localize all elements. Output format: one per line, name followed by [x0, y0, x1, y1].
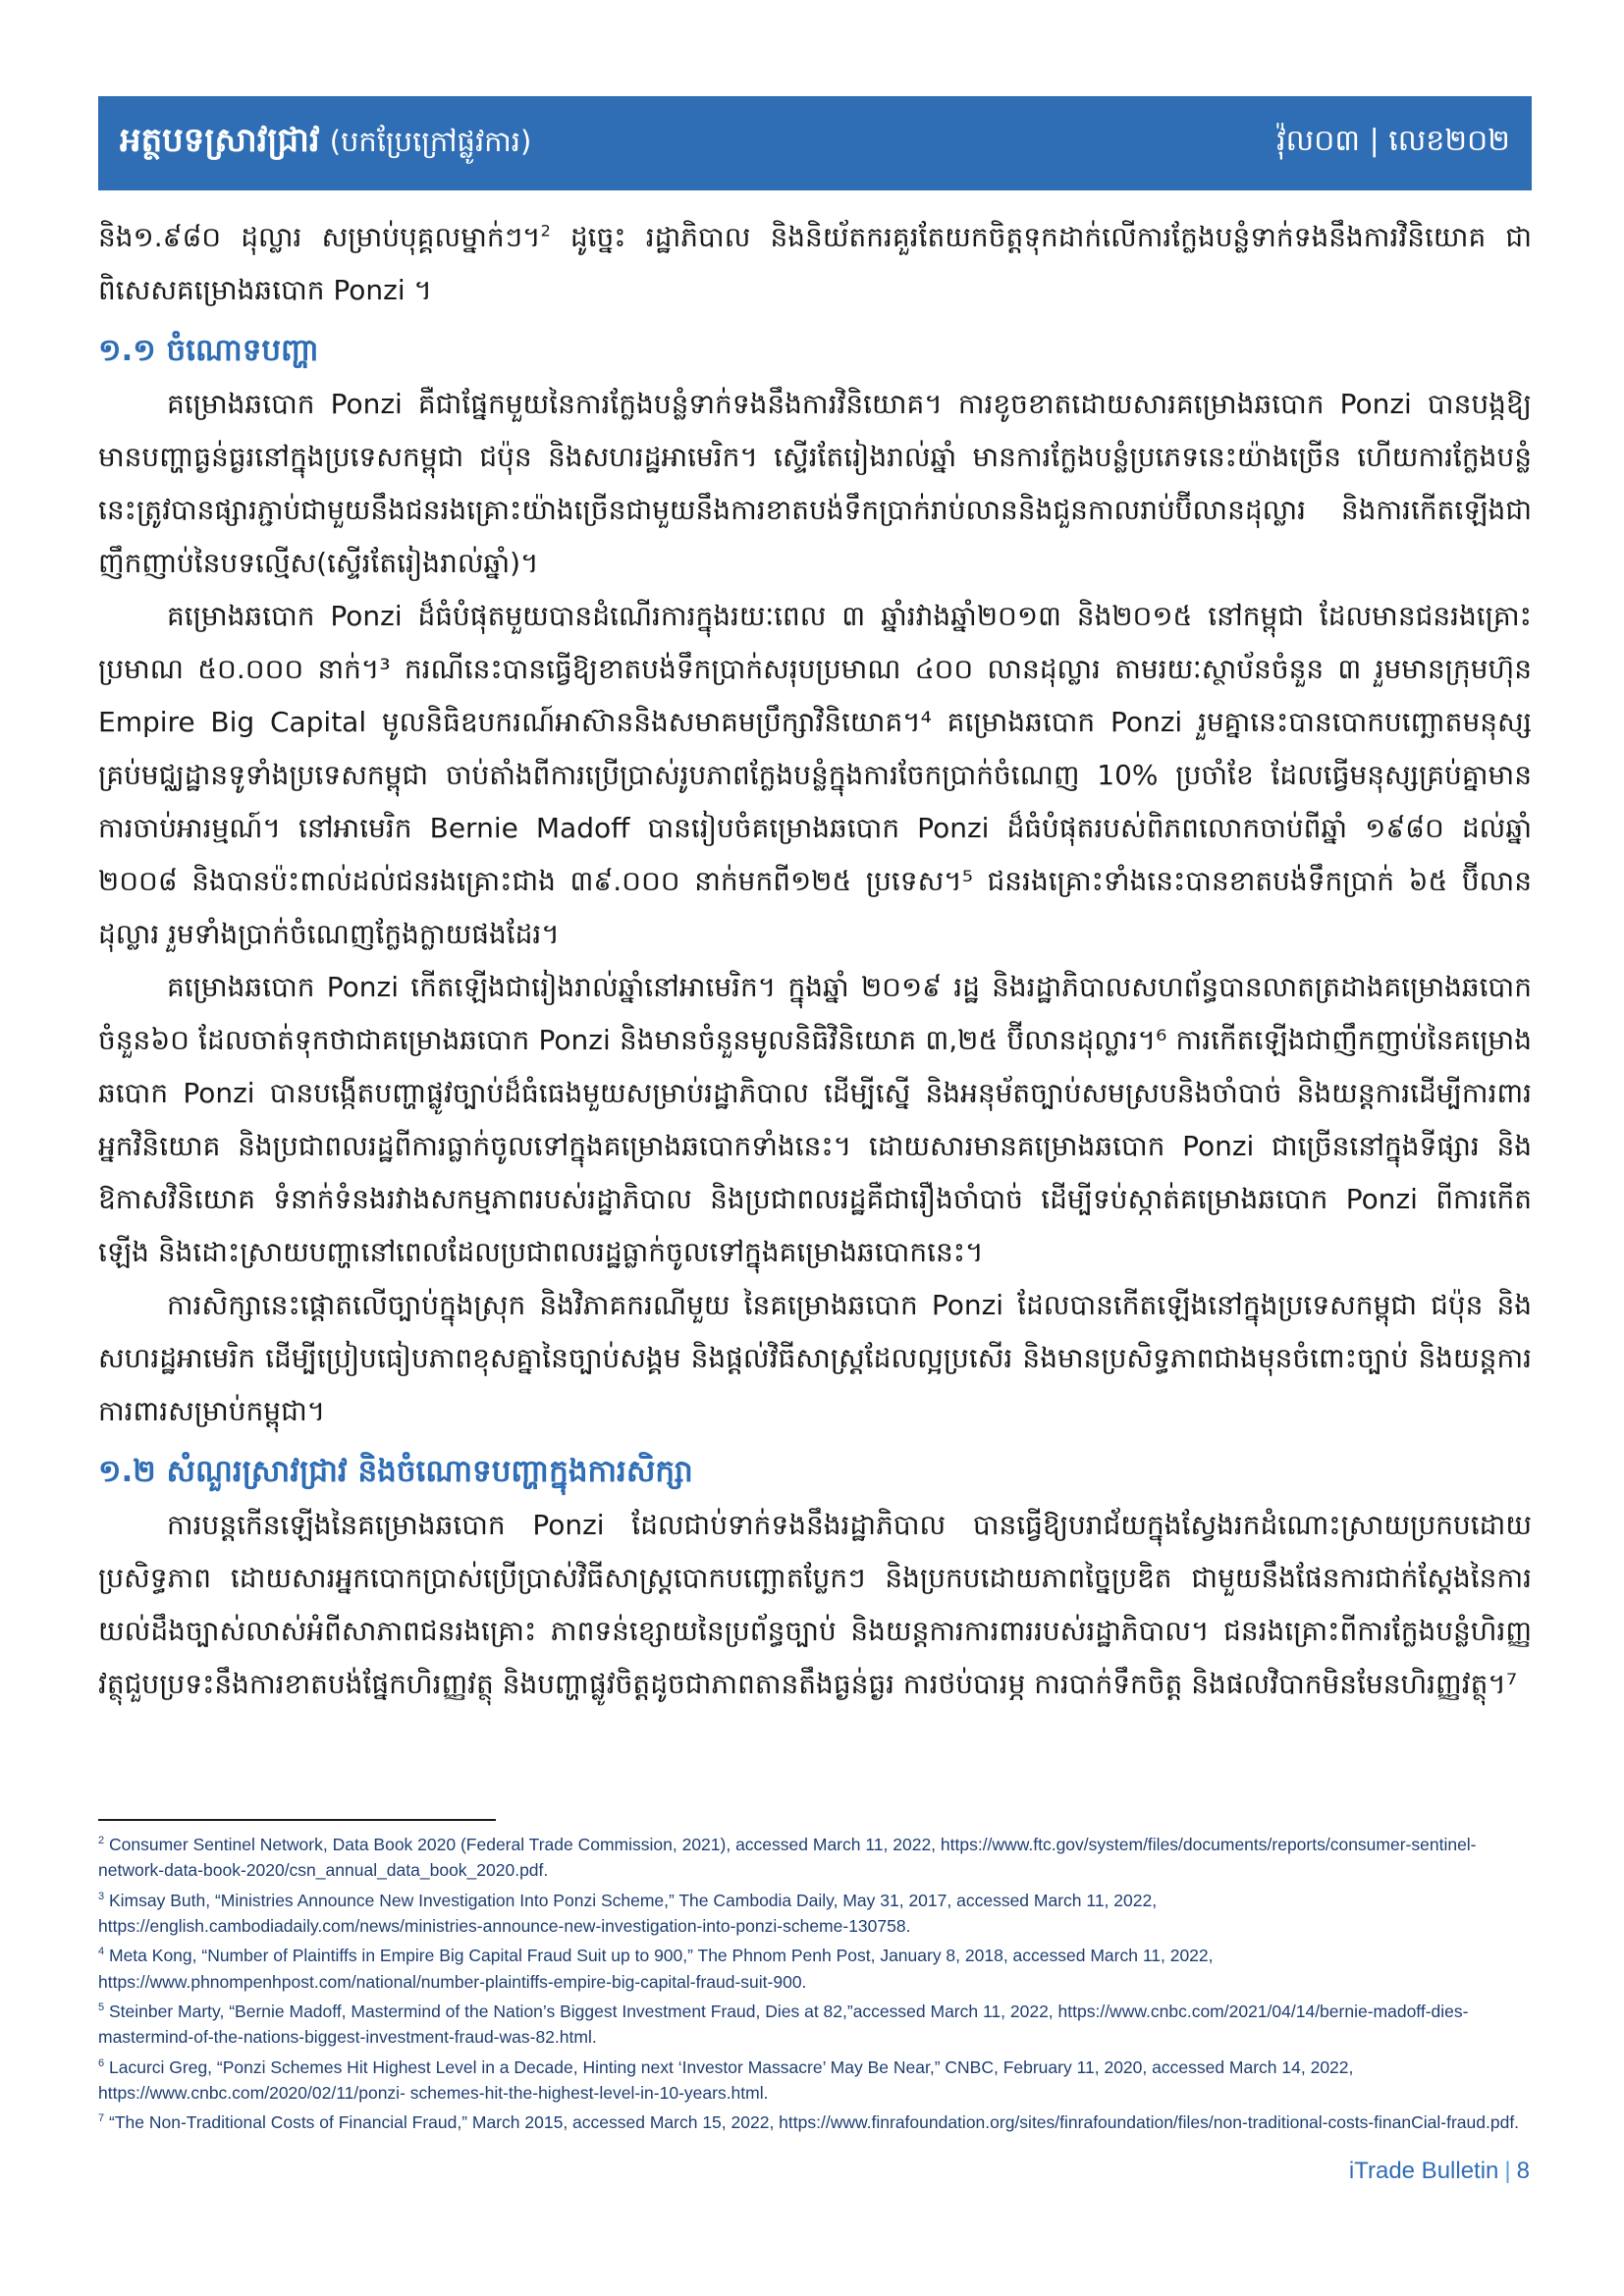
footnote-text[interactable]: “The Non-Traditional Costs of Financial Fraud,” March 2015, accessed March 15, 2022, https://www.finrafoundation.org/sites/finrafoundation/files/non-traditional-costs-finanCial-fraud.pdf. — [109, 2112, 1520, 2133]
paragraph: គម្រោងឆបោក Ponzi កើតឡើងជារៀងរាល់ឆ្នាំនៅអាមេរិក។ ក្នុងឆ្នាំ ២០១៩ រដ្ឋ និងរដ្ឋាភិបាលសហព័ន្ធបានលាតត្រដាងគម្រោងឆបោកចំនួន៦០ ដែលចាត់ទុកថាជាគម្រោងឆបោក Ponzi និងមានចំនួនមូលនិធិវិនិយោគ ៣,២៥ ប៊ីលានដុល្លារ។⁶ ការកើតឡើងជាញឹកញាប់នៃគម្រោងឆបោក Ponzi បានបង្កើតបញ្ហាផ្លូវច្បាប់ដ៏ធំធេងមួយសម្រាប់រដ្ឋាភិបាល ដើម្បីស្នើ និងអនុម័តច្បាប់សមស្របនិងចាំបាច់ និងយន្តការដើម្បីការពារអ្នកវិនិយោគ និងប្រជាពលរដ្ឋពីការធ្លាក់ចូលទៅក្នុងគម្រោងឆបោកទាំងនេះ។ ដោយសារមានគម្រោងឆបោក Ponzi ជាច្រើននៅក្នុងទីផ្សារ និងឱកាសវិនិយោគ ទំនាក់ទំនងរវាងសកម្មភាពរបស់រដ្ឋាភិបាល និងប្រជាពលរដ្ឋគឺជារឿងចាំបាច់ ដើម្បីទប់ស្កាត់គម្រោងឆបោក Ponzi ពីការកើតឡើង និងដោះស្រាយបញ្ហានៅពេលដែលប្រជាពលរដ្ឋធ្លាក់ចូលទៅក្នុងគម្រោងឆបោកនេះ។ — [98, 971, 1532, 1268]
footnote-number: 2 — [98, 1835, 105, 1846]
paragraph: គម្រោងឆបោក Ponzi ដ៏ធំបំផុតមួយបានដំណើរការក្នុងរយៈពេល ៣ ឆ្នាំរវាងឆ្នាំ២០១៣ និង២០១៥ នៅកម្ពុជា ដែលមានជនរងគ្រោះប្រមាណ ៥០.០០០ នាក់។³ ករណីនេះបានធ្វើឱ្យខាតបង់ទឹកប្រាក់សរុបប្រមាណ ៤០០ លានដុល្លារ តាមរយៈស្ថាប័នចំនួន ៣ រួមមានក្រុមហ៊ុន Empire Big Capital មូលនិធិឧបករណ៍អាស៊ាននិងសមាគមប្រឹក្សាវិនិយោគ។⁴ គម្រោងឆបោក Ponzi រួមគ្នានេះបានបោកបញ្ឆោតមនុស្សគ្រប់មជ្ឈដ្ឋានទូទាំងប្រទេសកម្ពុជា ចាប់តាំងពីការប្រើប្រាស់រូបភាពក្លែងបន្លំក្នុងការចែកប្រាក់ចំណេញ 10% ប្រចាំខែ ដែលធ្វើមនុស្សគ្រប់គ្នាមានការចាប់អារម្មណ៍។ នៅអាមេរិក Bernie Madoff បានរៀបចំគម្រោងឆបោក Ponzi ដ៏ធំបំផុតរបស់ពិភពលោកចាប់ពីឆ្នាំ ១៩៨០ ដល់ឆ្នាំ ២០០៨ និងបានប៉ះពាល់ដល់ជនរងគ្រោះជាង ៣៩.០០០ នាក់មកពី១២៥ ប្រទេស។⁵ ជនរងគ្រោះទាំងនេះបានខាតបង់ទឹកប្រាក់ ៦៥ ប៊ីលានដុល្លារ រួមទាំងប្រាក់ចំណេញក្លែងក្លាយផងដែរ។ — [98, 600, 1532, 950]
footnote — [98, 1884, 1532, 1940]
intro-text-2: ដូច្នេះ រដ្ឋាភិបាល និងនិយ័តករគួរតែយកចិត្តទុកដាក់លើការក្លែងបន្លំទាក់ទងនឹងការវិនិយោគ ជាពិសេសគម្រោងឆបោក Ponzi ។ — [98, 221, 1532, 306]
footnote-text[interactable]: Lacurci Greg, “Ponzi Schemes Hit Highest Level in a Decade, Hinting next ‘Investor Massacre’ May Be Near,” CNBC, February 11, 2020, accessed March 14, 2022, https://www.cnbc.com/2020/02/11/ponzi- schemes-hit-the-highest-level-in-10-years.html. — [98, 2056, 1354, 2103]
footnote-text[interactable]: Consumer Sentinel Network, Data Book 2020 (Federal Trade Commission, 2021), accessed March 11, 2022, https://www.ftc.gov/system/files/documents/reports/consumer-sentinel-network-data-book-2020/csn_annual_data_book_2020.pdf. — [98, 1834, 1477, 1881]
publication-name: iTrade Bulletin — [1348, 2158, 1499, 2184]
header-subtitle: (បកប្រែក្រៅផ្លូវការ) — [329, 125, 532, 158]
article-body — [98, 211, 1532, 1711]
paragraph: ការបន្តកើនឡើងនៃគម្រោងឆបោក Ponzi ដែលជាប់ទាក់ទងនឹងរដ្ឋាភិបាល បានធ្វើឱ្យបរាជ័យក្នុងស្វែងរកដំណោះស្រាយប្រកបដោយប្រសិទ្ធភាព ដោយសារអ្នកបោកប្រាស់ប្រើប្រាស់វិធីសាស្ត្របោកបញ្ឆោតប្លែកៗ និងប្រកបដោយភាពច្នៃប្រឌិត ជាមួយនឹងផែនការជាក់ស្តែងនៃការយល់ដឹងច្បាស់លាស់អំពីសាភាពជនរងគ្រោះ ភាពទន់ខ្សោយនៃប្រព័ន្ធច្បាប់ និងយន្តការការពាររបស់រដ្ឋាភិបាល។ ជនរងគ្រោះពីការក្លែងបន្លំហិរញ្ញវត្ថុជួបប្រទះនឹងការខាតបង់ផ្នែកហិរញ្ញវត្ថុ និងបញ្ហាផ្លូវចិត្តដូចជាភាពតានតឹងធ្ងន់ធ្ងរ ការថប់បារម្ភ ការបាក់ទឹកចិត្ត និងផលវិបាកមិនមែនហិរញ្ញវត្ថុ។⁷ — [98, 1509, 1532, 1700]
footnotes — [98, 1828, 1532, 2135]
footnote — [98, 1995, 1532, 2051]
footnote-number: 6 — [98, 2056, 105, 2069]
page-header — [98, 96, 1532, 190]
footnote-ref-2[interactable]: 2 — [540, 221, 551, 240]
intro-text: និង១.៩៨០ ដុល្លារ សម្រាប់បុគ្គលម្នាក់ៗ។ — [98, 221, 541, 253]
intro-paragraph — [98, 211, 1532, 317]
footnote — [98, 1939, 1532, 1995]
header-left — [120, 119, 531, 168]
section-heading-problem: ១.១ ចំណោទបញ្ហា — [98, 333, 319, 368]
footer-separator: | — [1504, 2158, 1511, 2184]
page-footer — [1349, 2158, 1530, 2185]
footnote-number: 4 — [98, 1946, 105, 1958]
paragraph: ការសិក្សានេះផ្តោតលើច្បាប់ក្នុងស្រុក និងវិភាគករណីមួយ នៃគម្រោងឆបោក Ponzi ដែលបានកើតឡើងនៅក្នុងប្រទេសកម្ពុជា ជប៉ុន និងសហរដ្ឋអាមេរិក ដើម្បីប្រៀបធៀបភាពខុសគ្នានៃច្បាប់សង្គម និងផ្តល់វិធីសាស្ត្រដែលល្អប្រសើរ និងមានប្រសិទ្ធភាពជាងមុនចំពោះច្បាប់ និងយន្តការការពារសម្រាប់កម្ពុជា។ — [98, 1289, 1532, 1427]
footnote — [98, 2106, 1532, 2135]
footnote-number: 5 — [98, 2001, 105, 2013]
footnote-text[interactable]: Steinber Marty, “Bernie Madoff, Mastermind of the Nation’s Biggest Investment Fraud, Dies at 82,”accessed March 11, 2022, https://www.cnbc.com/2021/04/14/bernie-madoff-dies-mastermind-of-the-nations-biggest-investment-fraud-was-82.html. — [98, 2001, 1469, 2048]
footnote-text[interactable]: Meta Kong, “Number of Plaintiffs in Empire Big Capital Fraud Suit up to 900,” The Phnom Penh Post, January 8, 2018, accessed March 11, 2022, https://www.phnompenhpost.com/national/number-plaintiffs-empire-big-capital-fraud-suit-900. — [98, 1946, 1214, 1992]
footnote-divider — [98, 1819, 496, 1821]
page-number: 8 — [1516, 2158, 1530, 2184]
footnote-number: 3 — [98, 1890, 105, 1902]
footnote — [98, 1828, 1532, 1884]
paragraph: គម្រោងឆបោក Ponzi គឺជាផ្នែកមួយនៃការក្លែងបន្លំទាក់ទងនឹងការវិនិយោគ។ ការខូចខាតដោយសារគម្រោងឆបោក Ponzi បានបង្កឱ្យមានបញ្ហាធ្ងន់ធ្ងរនៅក្នុងប្រទេសកម្ពុជា ជប៉ុន និងសហរដ្ឋអាមេរិក។ ស្ទើរតែរៀងរាល់ឆ្នាំ មានការក្លែងបន្លំប្រភេទនេះយ៉ាងច្រើន ហើយការក្លែងបន្លំនេះត្រូវបានផ្សារភ្ជាប់ជាមួយនឹងជនរងគ្រោះយ៉ាងច្រើនជាមួយនឹងការខាតបង់ទឹកប្រាក់រាប់លាននិងជួនកាលរាប់ប៊ីលានដុល្លារ និងការកើតឡើងជាញឹកញាប់នៃបទល្មើស(ស្ទើរតែរៀងរាល់ឆ្នាំ)។ — [98, 388, 1532, 579]
header-title: អត្ថបទស្រាវជ្រាវ — [120, 121, 320, 160]
footnote — [98, 2051, 1532, 2107]
section-heading-research-questions: ១.២ សំណួរស្រាវជ្រាវ និងចំណោទបញ្ហាក្នុងការសិក្សា — [98, 1454, 693, 1489]
footnote-number: 7 — [98, 2112, 105, 2125]
issue-number: វ៉ុល០៣ | លេខ២០២ — [1276, 124, 1510, 158]
footnote-text[interactable]: Kimsay Buth, “Ministries Announce New Investigation Into Ponzi Scheme,” The Cambodia Daily, May 31, 2017, accessed March 11, 2022, https://english.cambodiadaily.com/news/ministries-announce-new-investigation-into-ponzi-scheme-130758. — [98, 1890, 1158, 1936]
